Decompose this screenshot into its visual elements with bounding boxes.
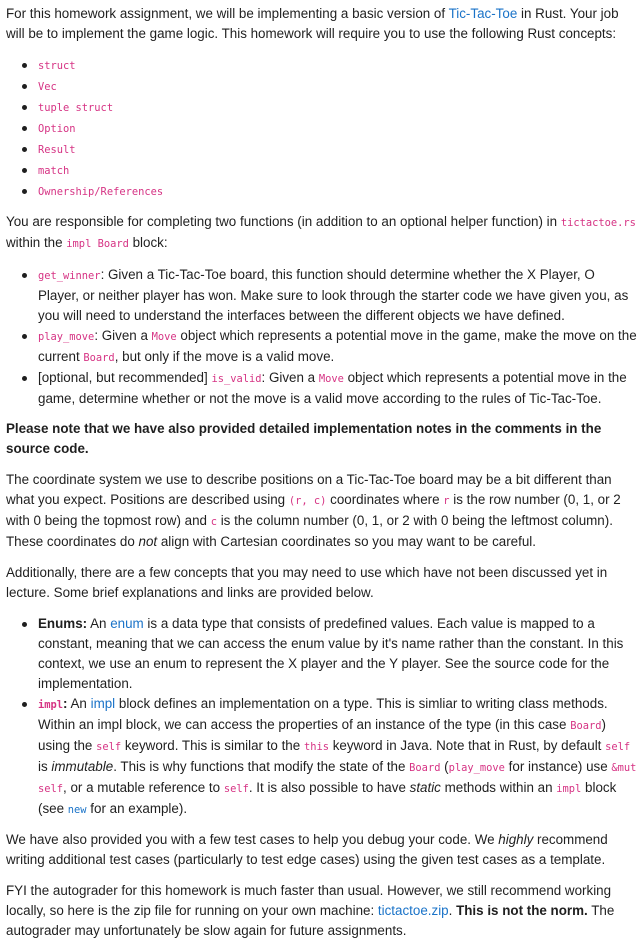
emphasis: static (409, 780, 441, 795)
test-cases-paragraph (6, 830, 637, 870)
text: object which represents a potential move in the game, make the move on the current (38, 328, 637, 364)
move-code: Move (151, 331, 177, 343)
text: An (87, 616, 111, 631)
rc-code: (r, c) (288, 495, 327, 507)
mut-self-code: &mut self (38, 762, 637, 795)
text: keyword. This is similar to the (121, 738, 304, 753)
functions-list (6, 265, 637, 409)
concept-code: Result (38, 144, 76, 156)
text: We have also provided you with a few test cases to help you debug your code. We (6, 832, 499, 847)
responsibility-paragraph (6, 212, 637, 254)
impl-label-code: impl (38, 699, 64, 711)
text: [optional, but recommended] (38, 370, 212, 385)
board-code: Board (83, 352, 115, 364)
file-code: tictactoe.rs (560, 217, 636, 229)
new-link[interactable] (68, 801, 87, 816)
text: block (see (38, 780, 617, 816)
list-item (38, 55, 637, 76)
move-code: Move (318, 373, 344, 385)
impl-link[interactable]: impl (90, 696, 116, 711)
text: The autograder may unfortunately be slow again for future assignments. (6, 903, 615, 938)
text: . It is also possible to have (248, 780, 410, 795)
function-item-get-winner (38, 265, 637, 326)
text: FYI the autograder for this homework is much faster than usual. However, we still recommend working locally, so here is the zip file for running on your own machine: (6, 883, 612, 918)
list-item (38, 118, 637, 139)
text: : (63, 696, 68, 711)
concept-code: Option (38, 123, 76, 135)
text: object which represents a potential move in the game, determine whether or not the move is a valid move according to the rules of Tic-Tac-Toe. (38, 370, 627, 406)
coordinate-paragraph (6, 470, 637, 552)
self-code: self (96, 741, 122, 753)
zip-download-link[interactable]: tictactoe.zip (377, 903, 449, 918)
list-item (38, 181, 637, 202)
text: is the column number (0, 1, or 2 with 0 being the leftmost column). These coordinates do (6, 513, 613, 549)
text: is the row number (0, 1, or 2 with 0 being the topmost row) and (6, 492, 621, 528)
function-code: get_winner (38, 270, 101, 282)
board-code: Board (570, 720, 602, 732)
tictactoe-link[interactable]: Tic-Tac-Toe (448, 6, 518, 21)
concept-code: Ownership/References (38, 186, 164, 198)
text: , but only if the move is a valid move. (114, 349, 335, 364)
text: ( (440, 759, 449, 774)
text: block: (128, 235, 168, 250)
concept-code: Vec (38, 81, 57, 93)
text: ) using the (38, 717, 606, 753)
text: . This is why functions that modify the state of the (113, 759, 410, 774)
text: : Given a Tic-Tac-Toe board, this function should determine whether the X Player, O Player, or neither player has won. Make sure to look through the starter code we have given you, as you will need to understand the interfaces between the different objects we have defined. (38, 267, 629, 323)
intro-text: in Rust. Your job will be to implement the game logic. This homework will require you to use the following Rust concepts: (6, 6, 619, 41)
enums-item (38, 614, 637, 694)
emphasis: not (138, 534, 158, 549)
function-item-is-valid (38, 368, 637, 409)
text: within the (6, 235, 67, 250)
board-code: Board (409, 762, 441, 774)
additional-concepts-paragraph: Additionally, there are a few concepts that you may need to use which have not been discussed yet in lecture. Some brief explanations and links are provided below. (6, 565, 608, 600)
enums-label: Enums: (38, 616, 88, 631)
self-code: self (605, 741, 631, 753)
text: align with Cartesian coordinates so you may want to be careful. (157, 534, 536, 549)
function-code: is_valid (211, 373, 262, 385)
emphasis: immutable (51, 759, 114, 774)
this-code: this (303, 741, 329, 753)
text: : Given a (261, 370, 319, 385)
play-move-code: play_move (448, 762, 505, 774)
text: is a data type that consists of predefined values. Each value is mapped to a constant, meaning that we can access the enum value by it's name rather than the constant. In this context, we use an enum to represent the X player and the Y player. See the source code for the implementation. (38, 616, 624, 691)
c-code: c (210, 516, 217, 528)
concept-explanations-list (6, 614, 637, 820)
impl-board-code: impl Board (66, 238, 129, 250)
not-norm-bold: This is not the norm. (456, 903, 588, 918)
text: An (67, 696, 91, 711)
list-item (38, 97, 637, 118)
text: , or a mutable reference to (63, 780, 224, 795)
rust-concepts-list (6, 55, 637, 202)
concept-code: tuple struct (38, 102, 114, 114)
text: You are responsible for completing two functions (in addition to an optional helper function) in (6, 214, 561, 229)
enum-link[interactable]: enum (110, 616, 144, 631)
text: The coordinate system we use to describe positions on a Tic-Tac-Toe board may be a bit different than what you expect. Positions are described using (6, 472, 612, 507)
intro-text: For this homework assignment, we will be implementing a basic version of (6, 6, 449, 21)
intro-paragraph (6, 4, 637, 44)
text: recommend writing additional test cases (particularly to test edge cases) using the given test cases as a template. (6, 832, 608, 867)
concept-code: struct (38, 60, 76, 72)
text: : Given a (94, 328, 152, 343)
impl-label (38, 696, 68, 711)
autograder-paragraph (6, 881, 637, 941)
text: block defines an implementation on a type. This is simliar to writing class methods. Within an impl block, we can access the properties of an instance of the type (in this case (38, 696, 608, 732)
r-code: r (443, 495, 450, 507)
impl-code: impl (556, 783, 582, 795)
text: for instance) use (504, 759, 612, 774)
concept-code: match (38, 165, 70, 177)
text: coordinates where (326, 492, 444, 507)
text: . (448, 903, 457, 918)
impl-item (38, 694, 637, 820)
self-code: self (223, 783, 249, 795)
list-item (38, 139, 637, 160)
text: is (38, 759, 52, 774)
list-item (38, 76, 637, 97)
list-item (38, 160, 637, 181)
text: keyword in Java. Note that in Rust, by default (328, 738, 606, 753)
new-code: new (67, 804, 87, 816)
function-item-play-move (38, 326, 637, 368)
implementation-note: Please note that we have also provided detailed implementation notes in the comments in the source code. (6, 421, 602, 456)
text: for an example). (86, 801, 188, 816)
text: methods within an (440, 780, 557, 795)
function-code: play_move (38, 331, 95, 343)
emphasis: highly (498, 832, 534, 847)
